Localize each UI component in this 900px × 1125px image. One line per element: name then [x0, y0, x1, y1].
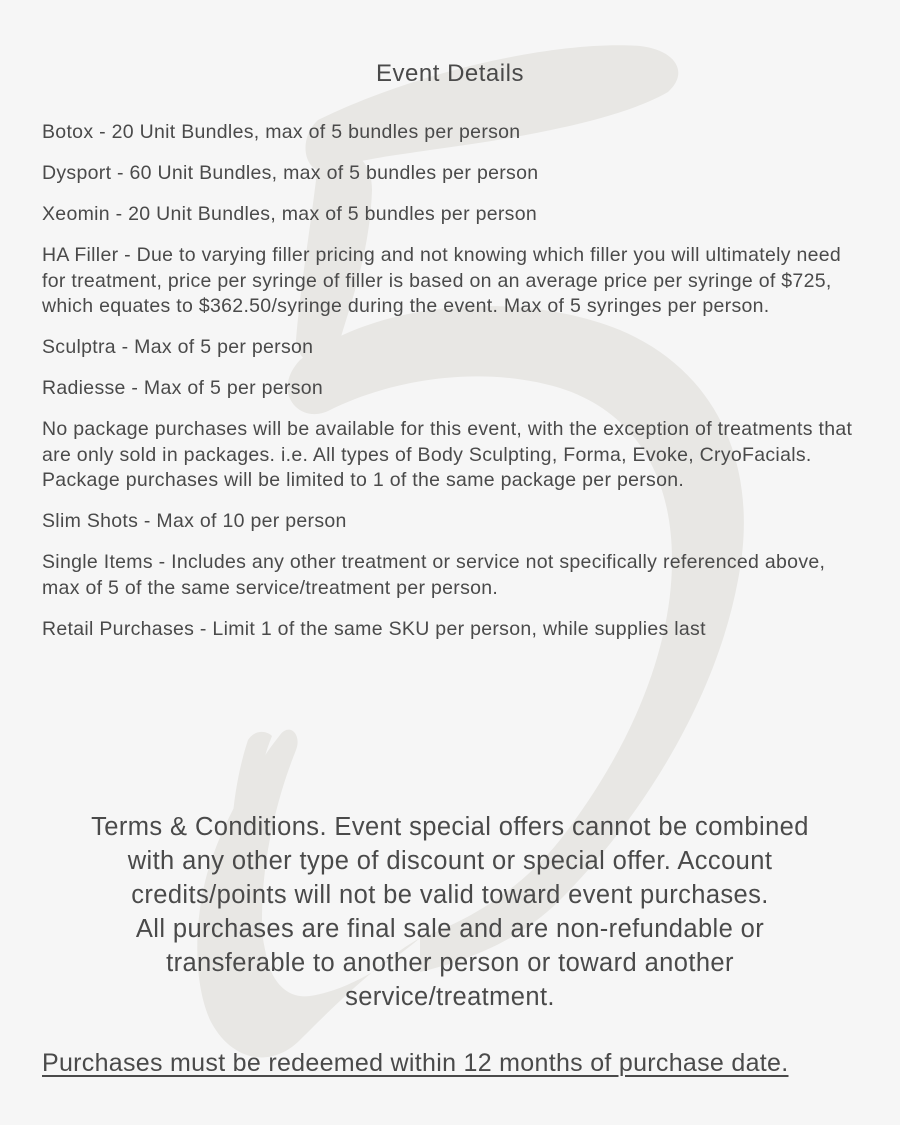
detail-item-radiesse: Radiesse - Max of 5 per person — [42, 377, 324, 399]
terms-line: transferable to another person or toward another — [166, 949, 734, 977]
page-title: Event Details — [376, 60, 524, 87]
terms-line: credits/points will not be valid toward event purchases. — [131, 881, 769, 909]
detail-item-botox: Botox - 20 Unit Bundles, max of 5 bundles per person — [42, 121, 521, 143]
redemption-note: Purchases must be redeemed within 12 months of purchase date. — [42, 1049, 789, 1077]
terms-and-conditions — [30, 810, 870, 1014]
terms-line: service/treatment. — [345, 983, 555, 1011]
terms-line: with any other type of discount or special offer. Account — [127, 847, 773, 875]
terms-line: Terms & Conditions. Event special offers cannot be combined — [91, 813, 809, 841]
event-details-list — [42, 120, 862, 658]
terms-line: All purchases are final sale and are non-refundable or — [135, 915, 765, 943]
detail-item-single-items: Single Items - Includes any other treatment or service not specifically referenced above, max of 5 of the same service/treatment per person. — [42, 551, 826, 599]
detail-item-retail: Retail Purchases - Limit 1 of the same SKU per person, while supplies last — [42, 617, 706, 640]
detail-item-ha-filler: HA Filler - Due to varying filler pricing and not knowing which filler you will ultimately need for treatment, price per syringe of filler is based on an average price per syringe of $725, which equates to $362.50/syringe during the event. Max of 5 syringes per person. — [42, 244, 842, 317]
detail-item-sculptra: Sculptra - Max of 5 per person — [42, 336, 314, 358]
detail-item-slim-shots: Slim Shots - Max of 10 per person — [42, 510, 347, 532]
detail-item-xeomin: Xeomin - 20 Unit Bundles, max of 5 bundles per person — [42, 203, 538, 225]
detail-item-packages: No package purchases will be available for this event, with the exception of treatments that are only sold in packages. i.e. All types of Body Sculpting, Forma, Evoke, CryoFacials. Package purchases will be limited to 1 of the same package per person. — [42, 418, 853, 491]
detail-item-dysport: Dysport - 60 Unit Bundles, max of 5 bundles per person — [42, 162, 539, 184]
